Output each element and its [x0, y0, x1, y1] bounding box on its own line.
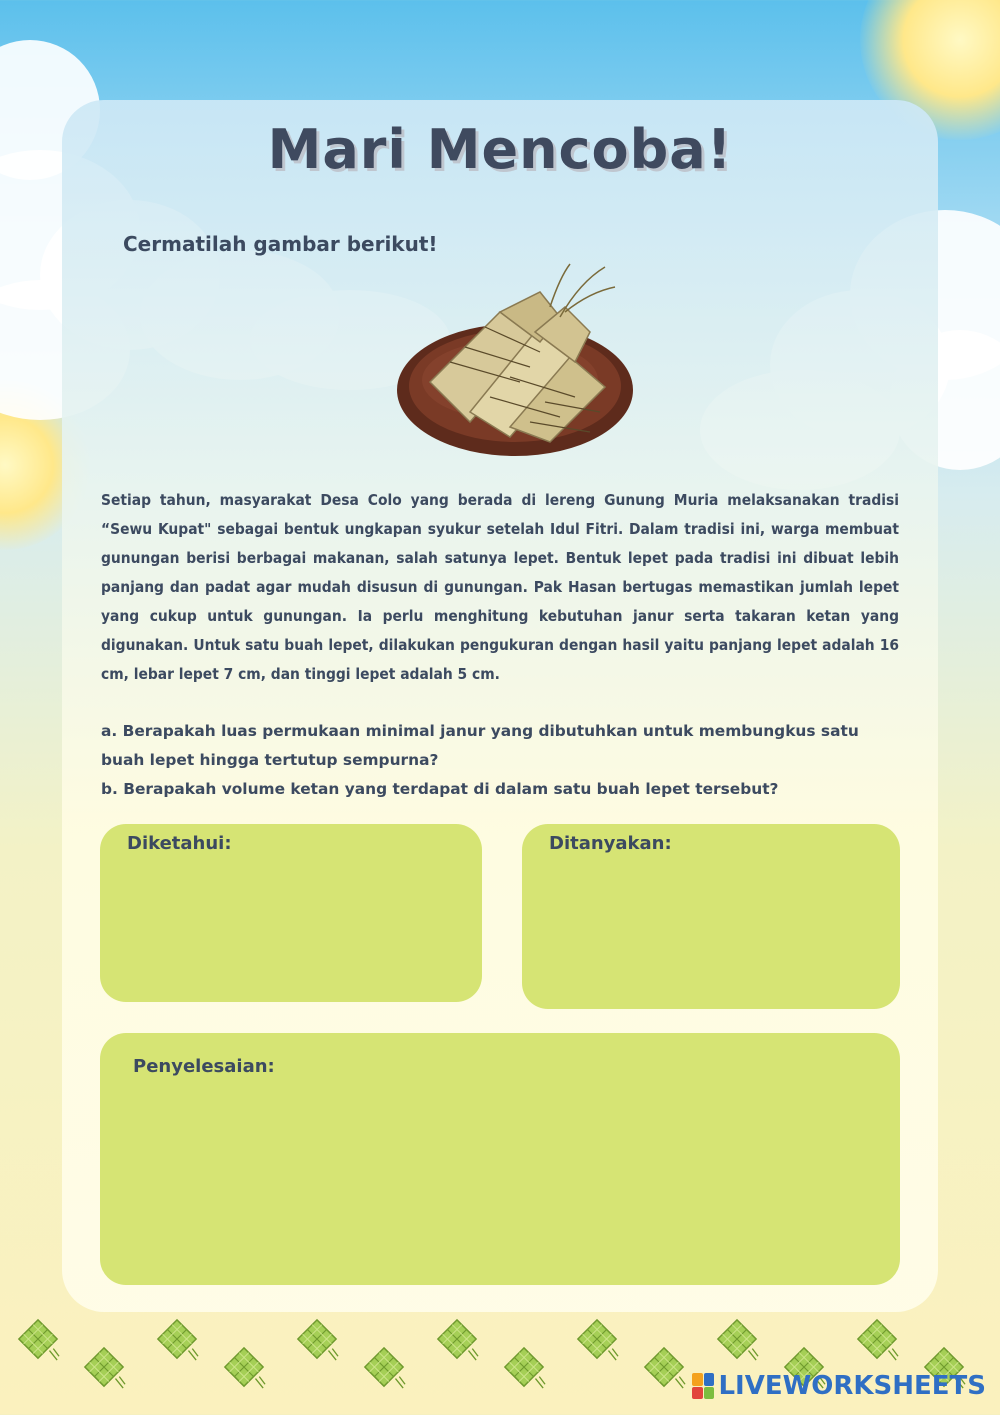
- ketupat-icon: [362, 1346, 406, 1390]
- story-paragraph: Setiap tahun, masyarakat Desa Colo yang berada di lereng Gunung Muria melaksanakan tradisi “Sewu Kupat" sebagai bentuk ungkapan syukur setelah Idul Fitri. Dalam tradisi ini, warga membuat gunungan berisi berbagai makanan, salah satunya lepet. Bentuk lepet pada tradisi ini dibuat lebih panjang dan padat agar mudah disusun di gunungan. Pak Hasan bertugas memastikan jumlah lepet yang cukup untuk gunungan. Ia perlu menghitung kebutuhan janur serta takaran ketan yang digunakan. Untuk satu buah lepet, dilakukan pengukuran dengan hasil yaitu panjang lepet adalah 16 cm, lebar lepet 7 cm, dan tinggi lepet adalah 5 cm.: [101, 491, 899, 683]
- asked-label: Ditanyakan:: [549, 833, 672, 854]
- ketupat-icon: [435, 1318, 479, 1362]
- ketupat-icon: [642, 1346, 686, 1390]
- ketupat-icon: [222, 1346, 266, 1390]
- question-a: a. Berapakah luas permukaan minimal janur yang dibutuhkan untuk membungkus satu buah lepet hingga tertutup sempurna?: [101, 722, 859, 769]
- solution-label: Penyelesaian:: [133, 1056, 275, 1077]
- instruction-text: Cermatilah gambar berikut!: [123, 232, 438, 256]
- brand-name: LIVEWORKSHEETS: [718, 1371, 986, 1401]
- liveworksheets-logo[interactable]: [692, 1371, 986, 1401]
- ketupat-icon: [155, 1318, 199, 1362]
- ketupat-icon: [502, 1346, 546, 1390]
- page-title: Mari Mencoba!: [267, 118, 733, 181]
- ketupat-icon: [715, 1318, 759, 1362]
- ketupat-icon: [575, 1318, 619, 1362]
- liveworksheets-logo-icon: [692, 1373, 714, 1399]
- known-label: Diketahui:: [127, 833, 232, 854]
- ketupat-icon: [295, 1318, 339, 1362]
- ketupat-icon: [16, 1318, 60, 1362]
- ketupat-icon: [855, 1318, 899, 1362]
- ketupat-icon: [82, 1346, 126, 1390]
- question-b: b. Berapakah volume ketan yang terdapat di dalam satu buah lepet tersebut?: [101, 780, 779, 798]
- lepet-icon: [390, 262, 640, 462]
